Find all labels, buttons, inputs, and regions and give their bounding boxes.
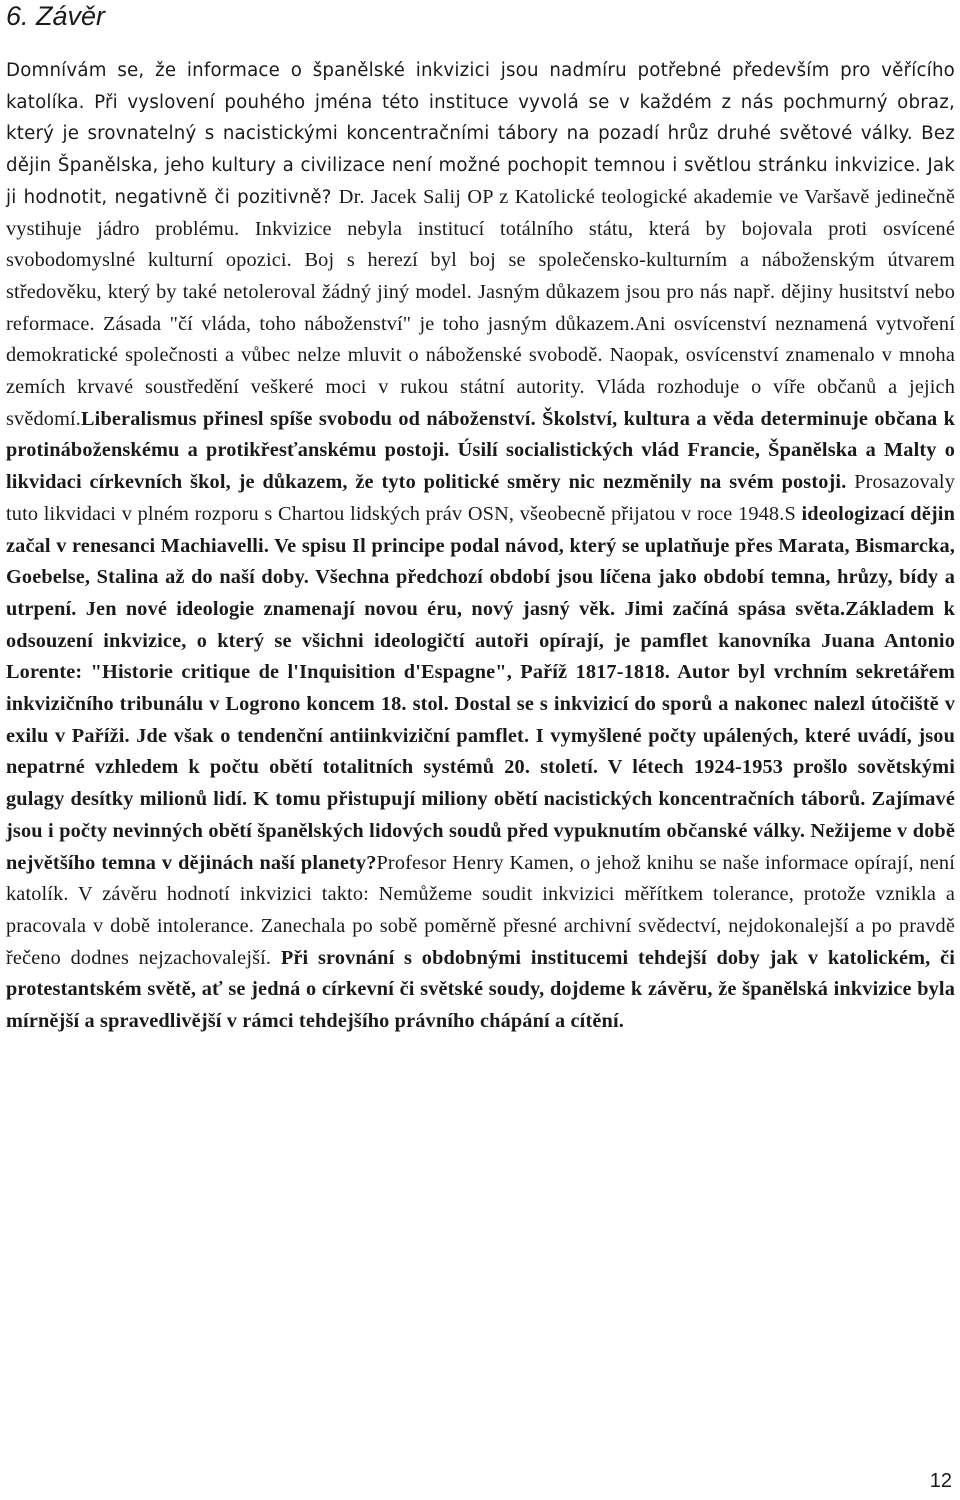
text-segment-charter: Prosazovaly tuto likvidaci v plném rozporu s Chartou lidských práv OSN, všeobecně přijatou v roce 1948.S	[6, 471, 955, 525]
text-segment-liberalism: Liberalismus přinesl spíše svobodu od náboženství. Školství, kultura a věda determinuje občana k protináboženskému a protikřesťanskému postoji. Úsilí socialistických vlád Francie, Španělska a Malty o likvidaci církevních škol, je důkazem, že tyto politické směry nic nezměnily na svém postoji.	[6, 407, 955, 494]
text-segment-salij: Dr. Jacek Salij OP z Katolické teologické akademie ve Varšavě jedinečně vystihuje jádro problému. Inkvizice nebyla institucí totálního státu, která by bojovala proti osvícené svobodomyslné kulturní opozici. Boj s herezí byl boj se společensko-kulturním a náboženským útvarem středověku, který by také netoleroval žádný jiný model. Jasným důkazem jsou pro nás např. dějiny husitství nebo reformace. Zásada "čí vláda, toho náboženství" je toho jasným důkazem.Ani osvícenství neznamená vytvoření demokratické společnosti a vůbec nelze mluvit o náboženské svobodě. Naopak, osvícenství znamenalo v mnoha zemích krvavé soustředění veškeré moci v rukou státní autority. Vláda rozhoduje o víře občanů a jejich svědomí.	[6, 185, 955, 430]
text-segment-kamen: Profesor Henry Kamen, o jehož knihu se naše informace opírají, není katolík. V závěru hodnotí inkvizici takto: Nemůžeme soudit inkvizici měřítkem tolerance, protože vznikla a pracovala v době intolerance. Zanechala po sobě poměrně přesné archivní svědectví, nejdokonalejší a po pravdě řečeno dodnes nejzachovalejší.	[6, 851, 955, 969]
page-number: 12	[929, 1470, 952, 1492]
text-segment-intro: Domnívám se, že informace o španělské inkvizici jsou nadmíru potřebné především pro věřícího katolíka. Při vyslovení pouhého jména této instituce vyvolá se v každém z nás pochmurný obraz, který je srovnatelný s nacistickými koncentračními tábory na pozadí hrůz druhé světové války. Bez dějin Španělska, jeho kultury a civilizace není možné pochopit temnou i světlou stránku inkvizice. Jak ji hodnotit, negativně či pozitivně?	[6, 60, 955, 208]
text-segment-ideologization: ideologizací dějin začal v renesanci Machiavelli. Ve spisu Il principe podal návod, který se uplatňuje přes Marata, Bismarcka, Goebelse, Stalina až do naší doby. Všechna předchozí období jsou líčena jako období temna, hrůzy, bídy a utrpení. Jen nové ideologie znamenají novou éru, nový jasný věk. Jimi začíná spása světa.Základem k odsouzení inkvizice, o který se všichni ideologičtí autoři opírají, je pamflet kanovníka Juana Antonio Lorente: "Historie critique de l'Inquisition d'Espagne", Paříž 1817-1818. Autor byl vrchním sekretářem inkvizičního tribunálu v Logrono koncem 18. stol. Dostal se s inkvizicí do sporů a nakonec nalezl útočiště v exilu v Paříži. Jde však o tendenční antiinkviziční pamflet. I vymyšlené počty upálených, které uvádí, jsou nepatrné vzhledem k počtu obětí totalitních systémů 20. století. V létech 1924-1953 prošlo sovětskými gulagy desítky milionů lidí. K tomu přistupují miliony obětí nacistických koncentračních táborů. Zajímavé jsou i počty nevinných obětí španělských lidových soudů před vypuknutím občanské války. Nežijeme v době největšího temna v dějinách naší planety?	[6, 502, 956, 874]
text-segment-conclusion: Při srovnání s obdobnými institucemi tehdejší doby jak v katolickém, či protestantském světě, ať se jedná o církevní či světské soudy, dojdeme k závěru, že španělská inkvizice byla mírnější a spravedlivější v rámci tehdejšího právního chápání a cítění.	[6, 946, 955, 1033]
body-paragraph	[6, 55, 955, 1038]
page-heading: 6. Závěr	[6, 1, 106, 31]
